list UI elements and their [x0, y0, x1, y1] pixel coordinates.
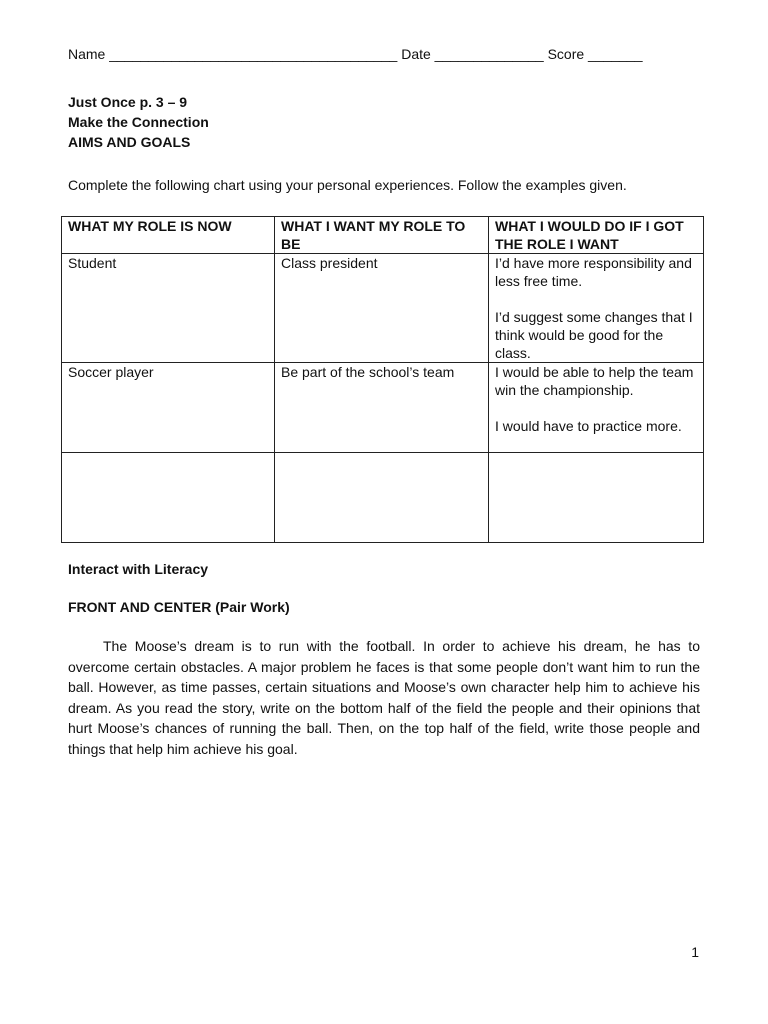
aims-goals-table: [61, 216, 704, 543]
subsection-title: AIMS AND GOALS: [68, 134, 191, 150]
table-header-row: [62, 217, 704, 254]
reading-title: Just Once p. 3 – 9: [68, 94, 188, 110]
interact-heading: Interact with Literacy: [68, 561, 209, 577]
role-want-cell[interactable]: [275, 453, 489, 543]
chart-instructions: Complete the following chart using your personal experiences. Follow the examples given.: [68, 177, 627, 193]
page-number: 1: [691, 944, 699, 960]
table-row: [62, 254, 704, 363]
role-want-cell: Class president: [275, 254, 489, 363]
front-center-heading: FRONT AND CENTER (Pair Work): [68, 599, 290, 615]
role-now-cell[interactable]: [62, 453, 275, 543]
table-row-blank: [62, 453, 704, 543]
role-now-cell: Soccer player: [62, 363, 275, 453]
role-want-cell: Be part of the school’s team: [275, 363, 489, 453]
column-header: WHAT I WANT MY ROLE TO BE: [275, 217, 489, 254]
would-do-cell: [489, 363, 704, 453]
instructions-paragraph: The Moose’s dream is to run with the football. In order to achieve his dream, he has to overcome certain obstacles. A major problem he faces is that some people don’t want him to run the ball. However, as time passes, certain situations and Moose’s own character help him to achieve his dream. As you read the story, write on the bottom half of the field the people and their opinions that hurt Moose’s chances of running the ball. Then, on the top half of the field, write those people and things that help him achieve his goal.: [68, 638, 700, 757]
cell-paragraph: I’d have more responsibility and less free time.: [495, 255, 692, 289]
column-header: WHAT I WOULD DO IF I GOT THE ROLE I WANT: [489, 217, 704, 254]
role-now-cell: Student: [62, 254, 275, 363]
table-row: [62, 363, 704, 453]
section-title: Make the Connection: [68, 114, 209, 130]
cell-paragraph: I would have to practice more.: [495, 418, 682, 434]
name-date-score-line: Name _____________________________________ Date ______________ Score _______: [68, 46, 643, 62]
cell-paragraph: I’d suggest some changes that I think would be good for the class.: [495, 309, 693, 361]
would-do-cell: [489, 254, 704, 363]
column-header: WHAT MY ROLE IS NOW: [62, 217, 275, 254]
would-do-cell[interactable]: [489, 453, 704, 543]
cell-paragraph: I would be able to help the team win the championship.: [495, 364, 694, 398]
